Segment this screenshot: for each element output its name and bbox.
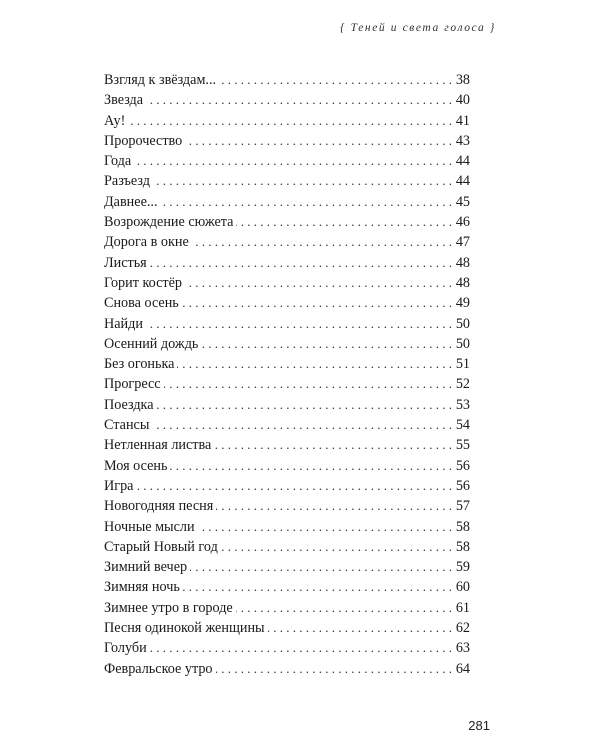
toc-entry-page: 41 [455, 112, 470, 129]
toc-entry-title: Без огонька [104, 356, 175, 373]
toc-entry [104, 517, 470, 537]
toc-entry [104, 557, 470, 577]
toc-entry [104, 131, 470, 151]
dot-leader [183, 577, 452, 597]
toc-entry [104, 476, 470, 496]
toc-entry-page: 49 [455, 295, 470, 312]
toc-entry-title: Зимнее утро в городе [104, 599, 233, 616]
toc-entry [104, 70, 470, 90]
dot-leader [164, 374, 452, 394]
toc-entry [104, 537, 470, 557]
running-header: { Теней и света голоса } [339, 22, 496, 34]
toc-entry-title: Игра [104, 477, 134, 494]
toc-entry-title: Звезда [104, 92, 144, 109]
toc-entry-page: 57 [455, 498, 470, 515]
toc-entry-page: 50 [455, 315, 470, 332]
toc-entry-title: Разъезд [104, 173, 150, 190]
toc-entry-page: 56 [455, 457, 470, 474]
table-of-contents [104, 70, 470, 679]
dot-leader [136, 476, 452, 496]
toc-entry [104, 90, 470, 110]
dot-leader [185, 131, 452, 151]
toc-entry-page: 45 [455, 193, 470, 210]
dot-leader [150, 253, 452, 273]
toc-entry [104, 314, 470, 334]
toc-entry-title: Дорога в окне [104, 234, 189, 251]
toc-entry-page: 50 [455, 335, 470, 352]
toc-entry-title: Старый Новый год [104, 538, 218, 555]
toc-entry [104, 638, 470, 658]
toc-entry-page: 63 [455, 640, 470, 657]
dot-leader [128, 111, 452, 131]
toc-entry [104, 253, 470, 273]
toc-entry-page: 52 [455, 376, 470, 393]
toc-entry-title: Поездка [104, 396, 154, 413]
toc-entry [104, 374, 470, 394]
toc-entry-title: Давнее... [104, 193, 158, 210]
toc-entry-page: 58 [455, 538, 470, 555]
toc-entry-page: 44 [455, 173, 470, 190]
dot-leader [236, 598, 452, 618]
toc-entry-title: Года [104, 153, 132, 170]
toc-entry-title: Голуби [104, 640, 147, 657]
toc-entry [104, 577, 470, 597]
toc-entry-title: Новогодняя песня [104, 498, 214, 515]
dot-leader [157, 395, 452, 415]
toc-entry-page: 55 [455, 437, 470, 454]
dot-leader [146, 314, 452, 334]
dot-leader [170, 456, 452, 476]
toc-entry [104, 496, 470, 516]
toc-entry-page: 40 [455, 92, 470, 109]
toc-entry-title: Найди [104, 315, 143, 332]
toc-entry [104, 111, 470, 131]
toc-entry [104, 212, 470, 232]
toc-entry [104, 334, 470, 354]
toc-entry-page: 47 [455, 234, 470, 251]
toc-entry-page: 58 [455, 518, 470, 535]
dot-leader [150, 638, 452, 658]
toc-entry-page: 56 [455, 477, 470, 494]
toc-entry-page: 54 [455, 417, 470, 434]
toc-entry-page: 64 [455, 660, 470, 677]
dot-leader [216, 496, 452, 516]
dot-leader [146, 90, 452, 110]
toc-entry-page: 62 [455, 620, 470, 637]
dot-leader [185, 273, 452, 293]
toc-entry-title: Пророчество [104, 132, 183, 149]
toc-entry-title: Осенний дождь [104, 335, 199, 352]
toc-entry-page: 61 [455, 599, 470, 616]
dot-leader [134, 151, 452, 171]
dot-leader [214, 435, 452, 455]
toc-entry-title: Февральское утро [104, 660, 213, 677]
toc-entry-title: Листья [104, 254, 147, 271]
toc-entry [104, 171, 470, 191]
toc-entry [104, 618, 470, 638]
page-number: 281 [468, 718, 490, 733]
toc-entry-page: 60 [455, 579, 470, 596]
toc-entry-page: 43 [455, 132, 470, 149]
toc-entry-title: Взгляд к звёздам... [104, 72, 217, 88]
toc-entry-title: Стансы [104, 417, 150, 434]
dot-leader [177, 354, 452, 374]
toc-entry [104, 232, 470, 252]
toc-entry-page: 53 [455, 396, 470, 413]
toc-entry-page: 46 [455, 214, 470, 231]
toc-entry [104, 395, 470, 415]
toc-entry-page: 59 [455, 559, 470, 576]
toc-entry-title: Горит костёр [104, 274, 182, 291]
dot-leader [153, 171, 452, 191]
toc-entry-title: Ночные мысли [104, 518, 195, 535]
dot-leader [216, 659, 452, 679]
toc-entry [104, 192, 470, 212]
toc-entry-title: Моя осень [104, 457, 168, 474]
toc-entry [104, 354, 470, 374]
toc-entry-title: Прогресс [104, 376, 161, 393]
toc-entry-title: Снова осень [104, 295, 179, 312]
toc-entry [104, 456, 470, 476]
toc-entry-page: 38 [455, 72, 470, 88]
dot-leader [192, 232, 452, 252]
dot-leader [161, 192, 452, 212]
dot-leader [268, 618, 452, 638]
toc-entry [104, 293, 470, 313]
dot-leader [198, 517, 452, 537]
toc-entry [104, 659, 470, 679]
toc-entry [104, 273, 470, 293]
toc-entry-title: Зимний вечер [104, 559, 188, 576]
toc-entry-title: Песня одинокой женщины [104, 620, 265, 637]
toc-entry-title: Возрождение сюжета [104, 214, 234, 231]
dot-leader [190, 557, 452, 577]
dot-leader [236, 212, 452, 232]
toc-entry-title: Нетленная листва [104, 437, 212, 454]
dot-leader [219, 70, 452, 90]
toc-entry-page: 48 [455, 274, 470, 291]
toc-entry [104, 435, 470, 455]
toc-entry-page: 44 [455, 153, 470, 170]
toc-entry [104, 151, 470, 171]
dot-leader [152, 415, 452, 435]
toc-entry [104, 598, 470, 618]
dot-leader [221, 537, 452, 557]
dot-leader [182, 293, 452, 313]
toc-entry [104, 415, 470, 435]
toc-entry-page: 48 [455, 254, 470, 271]
dot-leader [201, 334, 452, 354]
toc-entry-page: 51 [455, 356, 470, 373]
toc-entry-title: Зимняя ночь [104, 579, 180, 596]
toc-entry-title: Ау! [104, 112, 126, 129]
